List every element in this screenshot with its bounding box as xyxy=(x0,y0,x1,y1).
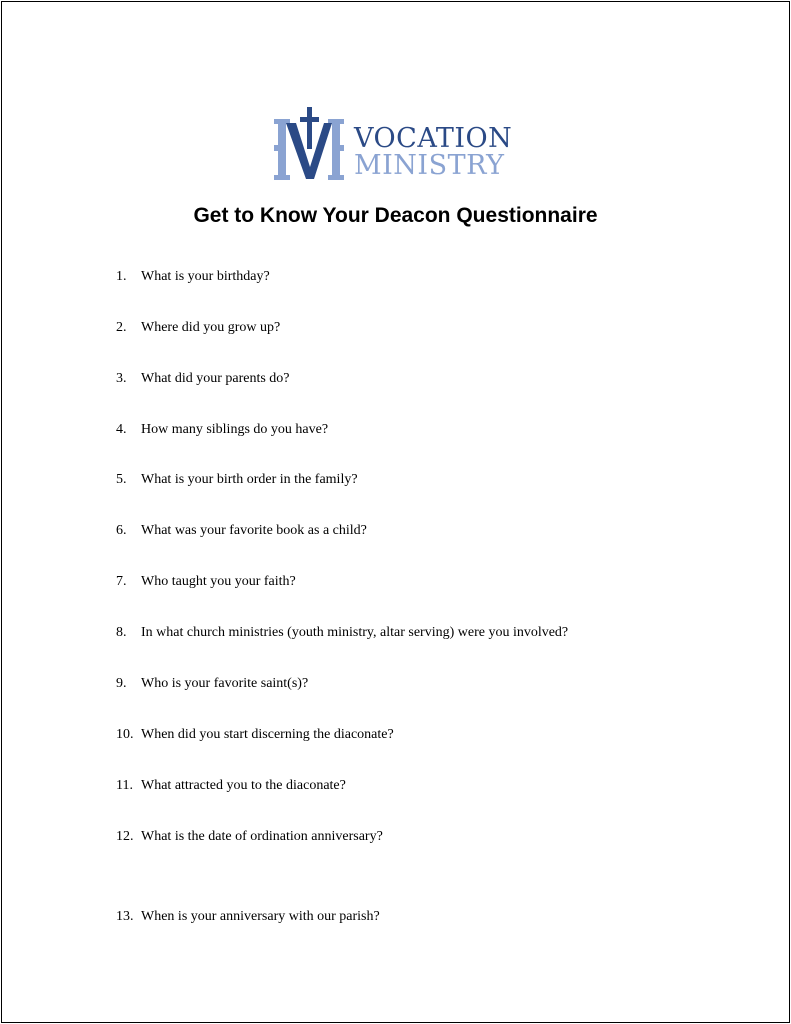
question-item xyxy=(116,422,328,438)
question-item xyxy=(116,829,383,845)
logo-text-vocation: VOCATION xyxy=(354,123,513,154)
question-number: 10. xyxy=(116,727,134,742)
question-item xyxy=(116,676,308,692)
question-text: What attracted you to the diaconate? xyxy=(141,778,346,793)
question-text: What is the date of ordination anniversary? xyxy=(141,829,383,844)
question-number: 7. xyxy=(116,574,127,589)
question-text: When did you start discerning the diaconate? xyxy=(141,727,394,742)
question-item xyxy=(116,523,367,539)
question-number: 11. xyxy=(116,778,133,793)
question-item xyxy=(116,574,296,590)
question-item xyxy=(116,778,346,794)
question-text: Where did you grow up? xyxy=(141,320,281,335)
question-text: What was your favorite book as a child? xyxy=(141,523,367,538)
question-number: 4. xyxy=(116,422,127,437)
question-text: How many siblings do you have? xyxy=(141,422,329,437)
question-item xyxy=(116,727,394,743)
question-text: What is your birth order in the family? xyxy=(141,472,358,487)
question-item xyxy=(116,909,380,925)
question-number: 1. xyxy=(116,269,127,284)
question-number: 12. xyxy=(116,829,134,844)
vocation-ministry-logo xyxy=(274,105,524,185)
question-item xyxy=(116,625,568,641)
question-text: What is your birthday? xyxy=(141,269,270,284)
logo-text-ministry: MINISTRY xyxy=(354,150,505,181)
document-page xyxy=(1,1,790,1023)
page-title: Get to Know Your Deacon Questionnaire xyxy=(193,204,598,227)
question-item xyxy=(116,269,270,285)
question-item xyxy=(116,472,358,488)
question-text: In what church ministries (youth ministry, altar serving) were you involved? xyxy=(141,625,569,640)
question-number: 5. xyxy=(116,472,127,487)
question-number: 9. xyxy=(116,676,127,691)
question-number: 2. xyxy=(116,320,127,335)
question-text: When is your anniversary with our parish? xyxy=(141,909,380,924)
question-number: 6. xyxy=(116,523,127,538)
question-text: Who taught you your faith? xyxy=(141,574,296,589)
question-number: 13. xyxy=(116,909,134,924)
question-text: Who is your favorite saint(s)? xyxy=(141,676,309,691)
monogram-cross-icon xyxy=(274,105,356,183)
question-number: 8. xyxy=(116,625,127,640)
question-text: What did your parents do? xyxy=(141,371,290,386)
question-number: 3. xyxy=(116,371,127,386)
question-item xyxy=(116,371,290,387)
question-item xyxy=(116,320,280,336)
